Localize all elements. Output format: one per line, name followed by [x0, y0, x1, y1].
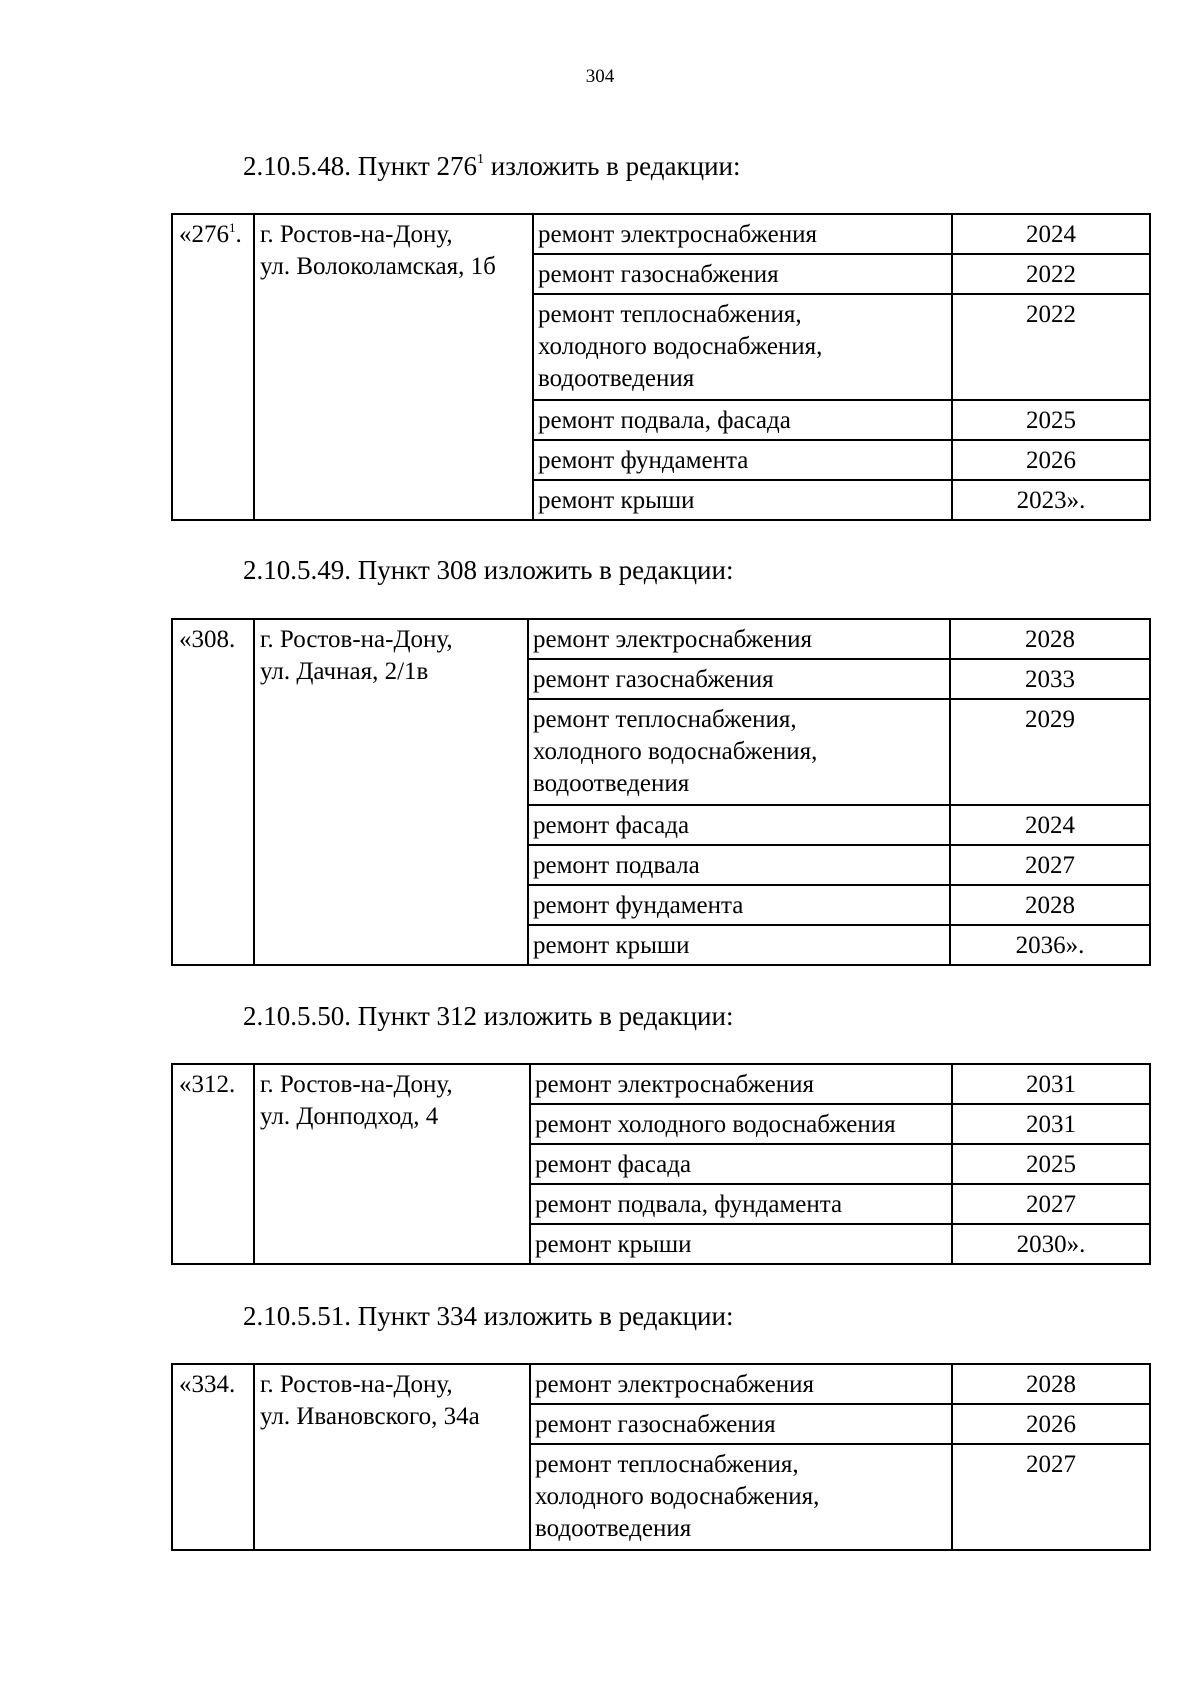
address-street: ул. Донподход, 4 — [260, 1103, 439, 1130]
work-cell: ремонт электроснабжения — [528, 619, 950, 659]
amendment-table — [171, 618, 1151, 966]
work-line: ремонт теплоснабжения, — [533, 706, 797, 733]
year-cell: 2036». — [950, 925, 1150, 965]
heading-text-end: изложить в редакции: — [484, 151, 741, 181]
year-cell: 2028 — [950, 885, 1150, 925]
work-line: ремонт теплоснабжения, — [538, 301, 802, 328]
year-cell: 2028 — [952, 1364, 1150, 1404]
work-line: холодного водоснабжения, — [538, 333, 823, 360]
work-line: ремонт теплоснабжения, — [535, 1451, 799, 1478]
work-cell: ремонт электроснабжения — [530, 1364, 952, 1404]
address-street: ул. Дачная, 2/1в — [260, 658, 429, 685]
year-cell: 2024 — [950, 805, 1150, 845]
work-cell — [530, 1444, 952, 1550]
work-cell: ремонт фундамента — [533, 440, 952, 480]
year-cell: 2026 — [952, 1404, 1150, 1444]
work-line: водоотведения — [538, 365, 695, 392]
work-line: водоотведения — [535, 1515, 692, 1542]
amendment-table — [171, 213, 1151, 521]
row-number-superscript: 1 — [229, 219, 236, 235]
work-cell: ремонт холодного водоснабжения — [530, 1104, 952, 1144]
work-cell: ремонт фундамента — [528, 885, 950, 925]
work-line: водоотведения — [533, 770, 690, 797]
work-cell: ремонт подвала, фасада — [533, 400, 952, 440]
work-cell — [528, 699, 950, 805]
work-cell: ремонт фасада — [528, 805, 950, 845]
work-cell: ремонт крыши — [530, 1224, 952, 1264]
year-cell: 2023». — [952, 480, 1150, 520]
row-number-suffix: . — [235, 221, 242, 248]
year-cell: 2027 — [952, 1444, 1150, 1550]
heading-superscript: 1 — [477, 152, 485, 167]
work-line: холодного водоснабжения, — [533, 738, 818, 765]
year-cell: 2026 — [952, 440, 1150, 480]
row-number-cell: «334. — [172, 1364, 254, 1550]
address-cell — [254, 1064, 530, 1264]
year-cell: 2033 — [950, 659, 1150, 699]
row-number-cell — [172, 214, 254, 520]
address-city: г. Ростов-на-Дону, — [260, 1371, 453, 1398]
section-heading: 2.10.5.51. Пункт 334 изложить в редакции: — [243, 1301, 734, 1331]
work-cell: ремонт фасада — [530, 1144, 952, 1184]
year-cell: 2031 — [952, 1064, 1150, 1104]
address-cell — [254, 214, 533, 520]
year-cell: 2029 — [950, 699, 1150, 805]
heading-text: 2.10.5.48. Пункт 276 — [243, 151, 478, 181]
amendment-table — [171, 1363, 1151, 1551]
work-cell: ремонт газоснабжения — [530, 1404, 952, 1444]
year-cell: 2027 — [950, 845, 1150, 885]
address-city: г. Ростов-на-Дону, — [260, 221, 453, 248]
year-cell: 2027 — [952, 1184, 1150, 1224]
year-cell: 2028 — [950, 619, 1150, 659]
address-city: г. Ростов-на-Дону, — [260, 1071, 453, 1098]
year-cell: 2025 — [952, 1144, 1150, 1184]
section-heading: 2.10.5.50. Пункт 312 изложить в редакции: — [243, 1001, 734, 1031]
work-cell — [533, 294, 952, 400]
address-street: ул. Ивановского, 34а — [260, 1403, 480, 1430]
page-number: 304 — [585, 66, 615, 87]
work-cell: ремонт электроснабжения — [533, 214, 952, 254]
address-city: г. Ростов-на-Дону, — [260, 626, 453, 653]
year-cell: 2022 — [952, 254, 1150, 294]
address-cell — [254, 1364, 530, 1550]
work-cell: ремонт крыши — [528, 925, 950, 965]
work-cell: ремонт подвала, фундамента — [530, 1184, 952, 1224]
year-cell: 2025 — [952, 400, 1150, 440]
section-heading: 2.10.5.49. Пункт 308 изложить в редакции: — [243, 555, 734, 585]
year-cell: 2030». — [952, 1224, 1150, 1264]
year-cell: 2024 — [952, 214, 1150, 254]
address-street: ул. Волоколамская, 1б — [260, 253, 496, 280]
year-cell: 2022 — [952, 294, 1150, 400]
work-cell: ремонт крыши — [533, 480, 952, 520]
amendment-table — [171, 1063, 1151, 1265]
address-cell — [254, 619, 528, 965]
work-cell: ремонт подвала — [528, 845, 950, 885]
row-number: «276 — [179, 221, 229, 248]
work-cell: ремонт газоснабжения — [528, 659, 950, 699]
year-cell: 2031 — [952, 1104, 1150, 1144]
work-cell: ремонт газоснабжения — [533, 254, 952, 294]
work-line: холодного водоснабжения, — [535, 1483, 820, 1510]
section-heading — [243, 150, 740, 182]
work-cell: ремонт электроснабжения — [530, 1064, 952, 1104]
row-number-cell: «308. — [172, 619, 254, 965]
row-number-cell: «312. — [172, 1064, 254, 1264]
